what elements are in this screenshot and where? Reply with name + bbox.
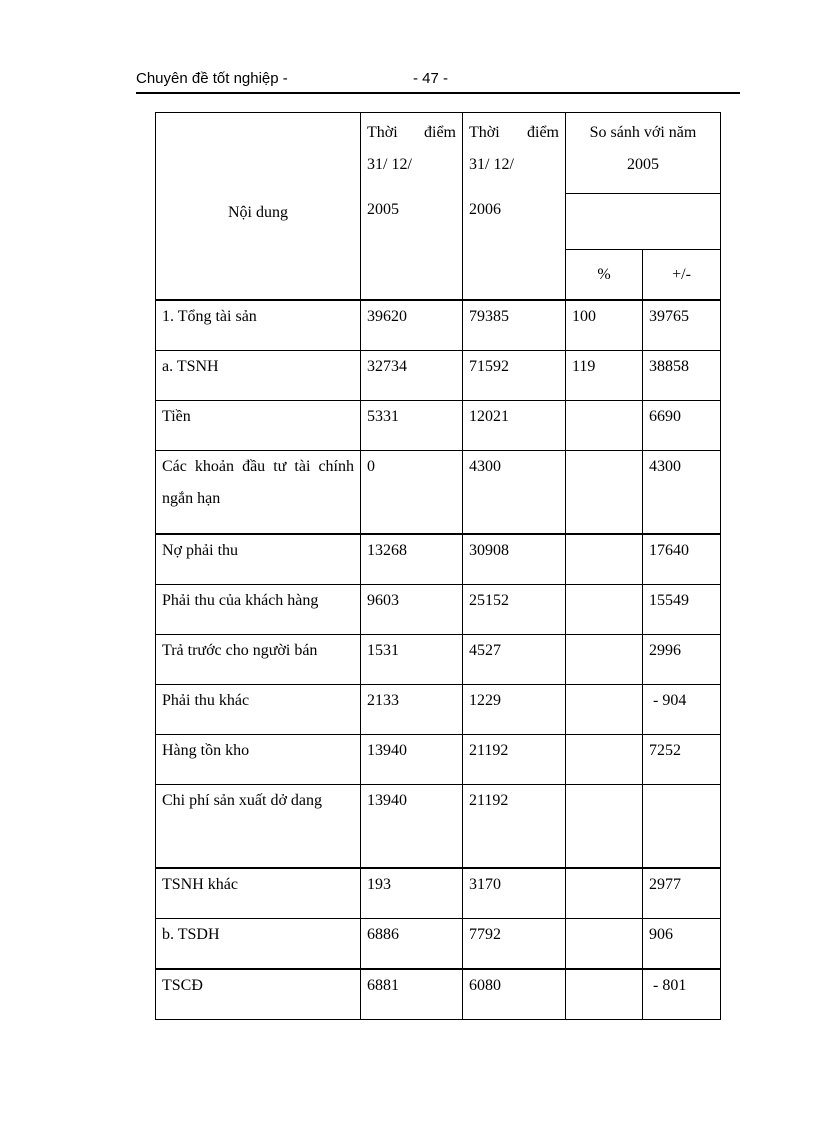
row-percent: 100 [566,300,643,351]
header-2006-bottom: 2006 [463,194,566,301]
row-diff: 906 [643,919,721,970]
row-label: Các khoản đầu tư tài chính ngắn hạn [156,451,361,535]
header-compare: So sánh với năm 2005 [566,113,721,194]
row-value-2005: 13268 [361,534,463,585]
row-label: a. TSNH [156,351,361,401]
row-value-2005: 6881 [361,969,463,1020]
row-percent [566,919,643,970]
row-percent [566,635,643,685]
table-header-row-1 [156,113,721,194]
header-2005-top: Thời điểm 31/ 12/ [361,113,463,194]
row-diff: 38858 [643,351,721,401]
asset-comparison-table [155,112,721,1020]
row-value-2006: 79385 [463,300,566,351]
row-label: TSCĐ [156,969,361,1020]
header-diff: +/- [643,250,721,301]
table-row [156,534,721,585]
row-diff: 39765 [643,300,721,351]
table-row [156,969,721,1020]
page-number: - 47 - [413,70,449,87]
table-row [156,401,721,451]
row-value-2005: 39620 [361,300,463,351]
row-value-2006: 1229 [463,685,566,735]
row-label: Trả trước cho người bán [156,635,361,685]
table-row [156,785,721,869]
row-value-2006: 3170 [463,868,566,919]
row-value-2005: 32734 [361,351,463,401]
row-value-2006: 4300 [463,451,566,535]
row-percent [566,685,643,735]
row-label: Chi phí sản xuất dở dang [156,785,361,869]
header-2005-bottom: 2005 [361,194,463,301]
table-row [156,868,721,919]
row-value-2006: 7792 [463,919,566,970]
table-row [156,351,721,401]
row-percent [566,451,643,535]
row-percent [566,585,643,635]
row-diff: 2996 [643,635,721,685]
row-value-2006: 12021 [463,401,566,451]
table-row [156,635,721,685]
row-diff [643,785,721,869]
row-label: b. TSDH [156,919,361,970]
row-percent [566,785,643,869]
row-diff: 17640 [643,534,721,585]
header-compare-spacer [566,194,721,250]
row-value-2005: 1531 [361,635,463,685]
row-label: Hàng tồn kho [156,735,361,785]
row-value-2005: 13940 [361,735,463,785]
page-header [136,68,740,94]
row-value-2006: 30908 [463,534,566,585]
row-label: Phải thu của khách hàng [156,585,361,635]
row-percent [566,401,643,451]
table-row [156,300,721,351]
table-row [156,735,721,785]
row-label: Phải thu khác [156,685,361,735]
table-row [156,585,721,635]
row-percent [566,735,643,785]
header-content: Nội dung [156,113,361,301]
row-value-2005: 2133 [361,685,463,735]
row-value-2005: 9603 [361,585,463,635]
header-2006-top: Thời điểm 31/ 12/ [463,113,566,194]
row-label: Tiền [156,401,361,451]
row-percent: 119 [566,351,643,401]
row-diff: 6690 [643,401,721,451]
row-value-2006: 71592 [463,351,566,401]
row-value-2005: 0 [361,451,463,535]
document-title: Chuyên đề tốt nghiệp - [136,70,288,87]
row-diff: 15549 [643,585,721,635]
row-value-2006: 6080 [463,969,566,1020]
row-percent [566,868,643,919]
row-value-2006: 21192 [463,785,566,869]
row-diff: 4300 [643,451,721,535]
row-value-2005: 193 [361,868,463,919]
row-value-2006: 21192 [463,735,566,785]
row-label: 1. Tổng tài sản [156,300,361,351]
row-value-2005: 13940 [361,785,463,869]
row-percent [566,969,643,1020]
table-row [156,685,721,735]
row-value-2005: 6886 [361,919,463,970]
row-value-2006: 25152 [463,585,566,635]
row-label: Nợ phải thu [156,534,361,585]
row-value-2005: 5331 [361,401,463,451]
row-value-2006: 4527 [463,635,566,685]
row-diff: 2977 [643,868,721,919]
header-percent: % [566,250,643,301]
row-diff: - 801 [643,969,721,1020]
table-row [156,451,721,535]
row-diff: - 904 [643,685,721,735]
row-diff: 7252 [643,735,721,785]
row-label: TSNH khác [156,868,361,919]
table-row [156,919,721,970]
row-percent [566,534,643,585]
